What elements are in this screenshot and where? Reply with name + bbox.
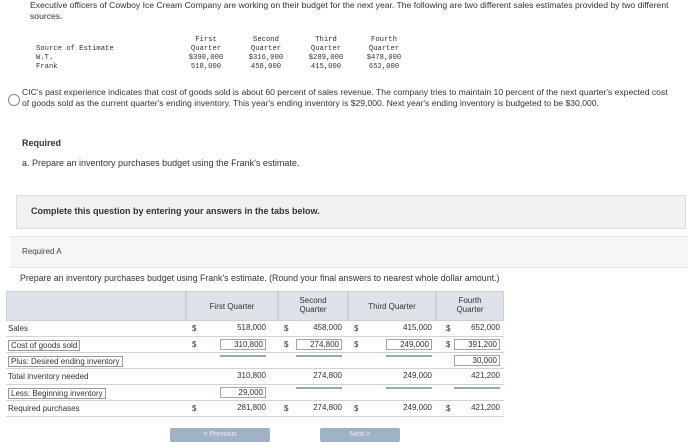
- header-second-quarter: [278, 291, 348, 321]
- tab-required-a[interactable]: Required A: [22, 247, 62, 256]
- est-source-label: Source of Estimate: [36, 45, 114, 53]
- table-cell-value: 249,000: [403, 403, 432, 412]
- currency-sign: $: [192, 404, 197, 413]
- est-frank-q2: 458,000: [250, 63, 282, 71]
- table-cell-value: 274,800: [313, 371, 342, 380]
- est-col3-line2: Quarter: [310, 45, 342, 53]
- sales-estimates-table: [36, 36, 416, 76]
- radio-circle-icon: [8, 94, 20, 106]
- est-col1-line2: Quarter: [190, 45, 222, 53]
- table-cell-value[interactable]: 249,000: [386, 339, 432, 350]
- est-row-frank-label: Frank: [36, 63, 58, 71]
- table-cell-value: 249,000: [403, 371, 432, 380]
- table-cell-value: 274,800: [313, 403, 342, 412]
- currency-sign: $: [354, 324, 359, 333]
- est-row-wt-label: W.T.: [36, 54, 54, 62]
- table-cell-value: 518,000: [237, 323, 266, 332]
- table-cell-value: 421,200: [471, 371, 500, 380]
- table-cell-value[interactable]: 29,000: [220, 387, 266, 398]
- currency-sign: $: [192, 324, 197, 333]
- currency-sign: $: [284, 324, 289, 333]
- header-q4-line1: Fourth: [458, 296, 482, 305]
- table-row-divider: [6, 384, 504, 385]
- est-col1-line1: First: [195, 36, 217, 44]
- table-cell-value[interactable]: [296, 387, 342, 389]
- required-heading: Required: [22, 138, 62, 148]
- table-cell-value: 310,800: [237, 371, 266, 380]
- table-row-divider: [6, 336, 504, 337]
- table-cell-value[interactable]: 30,000: [454, 355, 500, 366]
- currency-sign: $: [192, 340, 197, 349]
- est-wt-q1: $390,000: [188, 54, 224, 62]
- instructions-banner-text: Complete this question by entering your answers in the tabs below.: [31, 206, 320, 216]
- header-fourth-quarter: [436, 291, 504, 321]
- currency-sign: $: [446, 324, 451, 333]
- est-wt-q2: $316,000: [248, 54, 284, 62]
- table-cell-value: 421,200: [471, 403, 500, 412]
- header-q4-line2: Quarter: [456, 305, 484, 314]
- currency-sign: $: [284, 404, 289, 413]
- est-frank-q3: 415,000: [310, 63, 342, 71]
- currency-sign: $: [284, 340, 289, 349]
- header-third-quarter: [348, 291, 436, 321]
- table-cell-value[interactable]: 310,800: [220, 339, 266, 350]
- est-wt-q4: $478,000: [366, 54, 402, 62]
- table-cell-value: 652,000: [471, 323, 500, 332]
- table-cell-value[interactable]: [386, 355, 432, 357]
- table-cell-value: 415,000: [403, 323, 432, 332]
- header-q1-label: First Quarter: [209, 302, 255, 311]
- table-cell-value[interactable]: [220, 355, 266, 357]
- instructions-banner: [16, 195, 686, 229]
- purchases-budget-table: [6, 291, 504, 423]
- table-row-label: Sales: [8, 324, 29, 333]
- header-q2-line1: Second: [299, 296, 327, 305]
- est-col2-line1: Second: [253, 36, 279, 44]
- table-row-label[interactable]: Less: Beginning inventory: [8, 388, 106, 399]
- table-row-divider: [6, 416, 504, 417]
- table-row-divider: [6, 368, 504, 369]
- table-row-label[interactable]: Cost of goods sold: [8, 340, 80, 351]
- table-row-label[interactable]: Plus: Desired ending inventory: [8, 356, 123, 367]
- est-col4-line1: Fourth: [371, 36, 397, 44]
- required-a-text: a. Prepare an inventory purchases budget using the Frank's estimate.: [22, 158, 300, 168]
- table-row-divider: [6, 352, 504, 353]
- table-cell-value[interactable]: 391,200: [454, 339, 500, 350]
- table-cell-value[interactable]: [454, 387, 500, 389]
- header-first-quarter: [186, 291, 278, 321]
- table-cell-value[interactable]: [296, 355, 342, 357]
- est-col3-line1: Third: [315, 36, 337, 44]
- instruction-text: Prepare an inventory purchases budget using Frank's estimate. (Round your final answers to nearest whole dollar amount.): [20, 273, 500, 283]
- currency-sign: $: [446, 404, 451, 413]
- table-cell-value[interactable]: 274,800: [296, 339, 342, 350]
- est-frank-q4: 652,000: [368, 63, 400, 71]
- table-row-divider: [6, 400, 504, 401]
- table-row-label: Required purchases: [8, 404, 80, 413]
- previous-button[interactable]: < Previous: [170, 428, 270, 442]
- table-cell-value: 281,800: [237, 403, 266, 412]
- table-row-label: Total inventory needed: [8, 372, 89, 381]
- table-cell-value[interactable]: [386, 387, 432, 389]
- problem-info: CIC's past experience indicates that cost of goods sold is about 60 percent of sales revenue. The company tries to maintain 10 percent of the next quarter's expected cost of goods sold as the current quarter's ending inventory. This year's ending inventory is $29,000. Next year's ending inventory is budgeted to be $30,000.: [22, 87, 668, 108]
- header-q3-label: Third Quarter: [368, 302, 416, 311]
- est-col2-line2: Quarter: [250, 45, 282, 53]
- currency-sign: $: [446, 340, 451, 349]
- currency-sign: $: [354, 340, 359, 349]
- table-cell-value: 458,000: [313, 323, 342, 332]
- header-blank: [6, 291, 186, 321]
- est-wt-q3: $289,000: [308, 54, 344, 62]
- tab-bar: [10, 236, 688, 268]
- est-frank-q1: 518,000: [190, 63, 222, 71]
- problem-intro: Executive officers of Cowboy Ice Cream Company are working on their budget for the next year. The following are two different sales estimates provided by two different sources.: [30, 0, 669, 21]
- est-col4-line2: Quarter: [368, 45, 400, 53]
- next-button[interactable]: Next >: [320, 428, 400, 442]
- currency-sign: $: [354, 404, 359, 413]
- header-q2-line2: Quarter: [299, 305, 327, 314]
